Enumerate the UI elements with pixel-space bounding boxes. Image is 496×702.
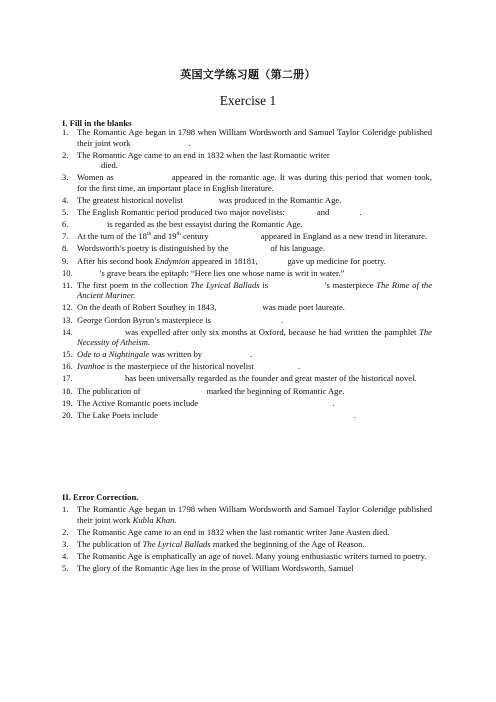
list-item: 14. was expelled after only six months at Oxford, because he had written the pamphlet The Necessity of Atheism.: [62, 326, 432, 348]
section-heading-error-correction: II. Error Correction.: [62, 492, 139, 502]
section-heading-fill-blanks: I. Fill in the blanks: [62, 118, 132, 128]
list-item: 2. The Romantic Age came to an end in 1832 when the last romantic writer Jane Austen died.: [62, 526, 390, 537]
document-title: 英国文学练习题（第二册）: [180, 68, 316, 81]
list-item: 5. The glory of the Romantic Age lies in the prose of William Wordsworth, Samuel: [62, 562, 354, 573]
fill-blanks-list: [62, 127, 432, 422]
list-item: 1. The Romantic Age began in 1798 when William Wordsworth and Samuel Taylor Coleridge published their joint work Kubla Khan.: [62, 504, 432, 525]
list-item: 18. The publication of marked the beginning of Romantic Age.: [62, 385, 345, 396]
list-item: 10. ’s grave bears the epitaph: “Here lies one whose name is writ in water.”: [62, 267, 345, 278]
list-item: 4. The Romantic Age is emphatically an age of novel. Many young enthusiastic writers turned to poetry.: [62, 550, 427, 561]
list-item: 5. The English Romantic period produced two major novelists: and .: [62, 207, 362, 218]
list-item: 19. The Active Romantic poets include .: [62, 397, 335, 408]
list-item: 7. At the turn of the 18th and 19th century appeared in England as a new trend in literature.: [62, 231, 428, 242]
list-item: 20. The Lake Poets include .: [62, 409, 357, 420]
list-item: 16. Ivanhoe is the masterpiece of the historical novelist .: [62, 361, 301, 372]
exercise-title: Exercise 1: [219, 93, 277, 108]
error-correction-list: [62, 504, 432, 575]
list-item: 11. The first poem in the collection The Lyrical Ballads is ’s masterpiece The Rime of the Ancient Mariner.: [62, 279, 433, 301]
list-item: 9. After his second book Endymion appeared in 18181, gave up medicine for poetry.: [62, 255, 386, 266]
list-item: 8. Wordsworth’s poetry is distinguished by the of his language.: [62, 243, 326, 254]
list-item: 17. has been universally regarded as the founder and great master of the historical novel.: [62, 373, 417, 384]
list-item: 3. Women as appeared in the romantic age. It was during this period that women took, for the first time, an important place in English literature.: [62, 172, 432, 193]
list-item: 15. Ode to a Nightingale was written by .: [62, 349, 253, 360]
list-item: 1. The Romantic Age began in 1798 when William Wordsworth and Samuel Taylor Coleridge published their joint work .: [62, 127, 432, 148]
list-item: 3. The publication of The Lyrical Ballads marked the beginning of the Age of Reason.: [62, 538, 365, 549]
list-item: 12. On the death of Robert Southey in 1843, was made poet laureate.: [62, 302, 345, 313]
list-item: 13. George Gordon Byron’s masterpiece is .: [62, 314, 284, 325]
list-item: 2. The Romantic Age came to an end in 1832 when the last Romantic writer died.: [62, 149, 330, 171]
list-item: 6. is regarded as the best essayist during the Romantic Age.: [62, 219, 303, 230]
list-item: 4. The greatest historical novelist was produced in the Romantic Age.: [62, 195, 342, 206]
